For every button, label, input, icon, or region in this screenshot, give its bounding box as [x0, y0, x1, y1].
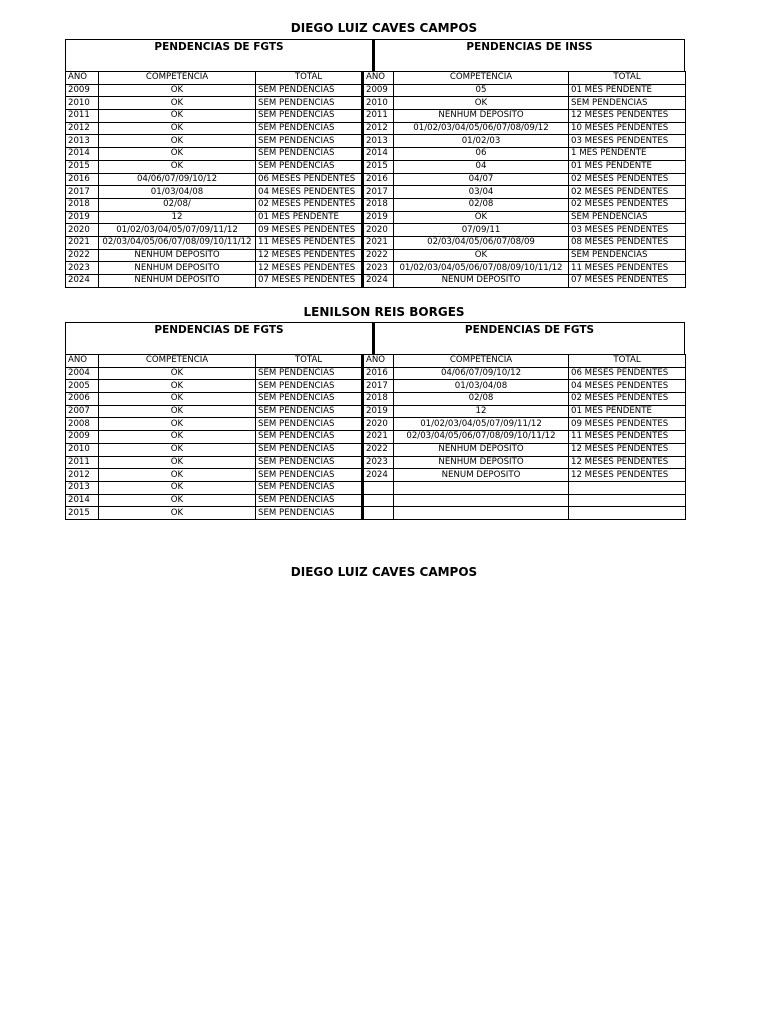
table-row	[66, 148, 686, 161]
year-cell: 2017	[363, 380, 394, 393]
table-row	[66, 236, 686, 249]
year-cell: 2020	[363, 418, 394, 431]
total-cell: SEM PENDENCIAS	[256, 380, 363, 393]
year-cell	[363, 507, 394, 520]
total-cell: 01 MÊS PENDENTE	[569, 160, 686, 173]
competencia-cell	[394, 481, 569, 494]
year-cell: ANO	[363, 355, 394, 368]
total-cell: TOTAL	[256, 72, 363, 85]
table-row	[66, 481, 686, 494]
competencia-cell: 01/02/03/04/05/07/09/11/12	[99, 224, 256, 237]
total-cell: 12 MÊSES PENDENTES	[569, 443, 686, 456]
table-row	[66, 275, 686, 288]
year-cell: 2015	[363, 160, 394, 173]
total-cell: 12 MESES PENDENTES	[256, 262, 363, 275]
year-cell: 2010	[66, 97, 99, 110]
total-cell: 12 MESES PENDENTES	[569, 469, 686, 482]
competencia-cell: 02/03/04/05/06/07/08/09/10/11/12	[394, 431, 569, 444]
year-cell: 2019	[363, 211, 394, 224]
competencia-cell: NENUM DEPOSITO	[394, 469, 569, 482]
table-row	[66, 224, 686, 237]
year-cell: 2015	[66, 507, 99, 520]
year-cell: 2008	[66, 418, 99, 431]
year-cell: 2012	[66, 469, 99, 482]
table-row	[66, 97, 686, 110]
table-row	[66, 110, 686, 123]
competencia-cell: 02/08	[394, 393, 569, 406]
year-cell: 2011	[363, 110, 394, 123]
competencia-cell	[394, 507, 569, 520]
total-cell	[569, 507, 686, 520]
year-cell: 2019	[363, 405, 394, 418]
table-row	[66, 122, 686, 135]
year-cell: 2009	[66, 84, 99, 97]
total-cell: TOTAL	[569, 355, 686, 368]
total-cell: SEM PENDENCIAS	[256, 84, 363, 97]
year-cell: 2009	[66, 431, 99, 444]
total-cell: SEM PENDENCIAS	[256, 97, 363, 110]
year-cell: ANO	[66, 355, 99, 368]
competencia-cell: OK	[99, 135, 256, 148]
total-cell	[569, 494, 686, 507]
competencia-cell: OK	[99, 84, 256, 97]
total-cell: SEM PENDENCIAS	[256, 418, 363, 431]
year-cell: 2018	[363, 393, 394, 406]
competencia-cell: 06	[394, 148, 569, 161]
table-row	[66, 211, 686, 224]
total-cell: 1 MÊS PENDENTE	[569, 148, 686, 161]
total-cell: 01 MÊS PENDENTE	[256, 211, 363, 224]
total-cell: SEM PENDENCIAS	[256, 405, 363, 418]
competencia-cell: 01/03/04/08	[99, 186, 256, 199]
competencia-cell: OK	[99, 469, 256, 482]
year-cell: 2022	[66, 249, 99, 262]
table-row	[66, 367, 686, 380]
total-cell: SEM PENDENCIAS	[256, 507, 363, 520]
year-cell: 2019	[66, 211, 99, 224]
block-header	[65, 322, 685, 354]
table-row	[66, 186, 686, 199]
total-cell: SEM PENDENCIAS	[256, 494, 363, 507]
total-cell: 02 MESES PENDENTES	[256, 198, 363, 211]
competencia-cell: OK	[394, 97, 569, 110]
year-cell: 2011	[66, 110, 99, 123]
competencia-cell: COMPETENCIA	[394, 72, 569, 85]
table-row	[66, 173, 686, 186]
year-cell: 2013	[66, 135, 99, 148]
competencia-cell: OK	[99, 507, 256, 520]
year-cell: 2014	[66, 494, 99, 507]
competencia-cell: OK	[99, 418, 256, 431]
total-cell: SEM PENDENCIAS	[256, 160, 363, 173]
year-cell: 2021	[66, 236, 99, 249]
competencia-cell: OK	[99, 110, 256, 123]
total-cell: SEM PENDENCIAS	[256, 469, 363, 482]
competencia-cell: OK	[99, 148, 256, 161]
total-cell: SEM PENDENCIAS	[256, 110, 363, 123]
table-row	[66, 456, 686, 469]
year-cell: 2011	[66, 456, 99, 469]
competencia-cell: 01/02/03	[394, 135, 569, 148]
column-header-row	[66, 72, 686, 85]
competencia-cell: 03/04	[394, 186, 569, 199]
competencia-cell: OK	[394, 249, 569, 262]
competencia-cell: OK	[99, 122, 256, 135]
year-cell: 2021	[363, 431, 394, 444]
total-cell: SEM PENDENCIAS	[569, 249, 686, 262]
competencia-cell: COMPETENCIA	[99, 355, 256, 368]
table-row	[66, 198, 686, 211]
competencia-cell: 01/02/03/04/05/06/07/08/09/10/11/12	[394, 262, 569, 275]
competencia-cell: COMPETENCIA	[394, 355, 569, 368]
total-cell: 08 MESES PENDENTES	[569, 236, 686, 249]
competencia-cell: 01/02/03/04/05/06/07/08/09/12	[394, 122, 569, 135]
year-cell: 2021	[363, 236, 394, 249]
table-row	[66, 405, 686, 418]
year-cell	[363, 481, 394, 494]
total-cell: SEM PENDENCIAS	[256, 148, 363, 161]
year-cell: 2023	[66, 262, 99, 275]
column-header-row	[66, 355, 686, 368]
total-cell: SEM PENDENCIAS	[256, 393, 363, 406]
competencia-cell: NENHUM DEPOSITO	[394, 110, 569, 123]
table-row	[66, 469, 686, 482]
total-cell: SEM PENDENCIAS	[256, 122, 363, 135]
year-cell: 2018	[363, 198, 394, 211]
competencia-cell: OK	[99, 380, 256, 393]
year-cell: 2024	[66, 275, 99, 288]
year-cell: 2020	[66, 224, 99, 237]
year-cell: 2014	[66, 148, 99, 161]
section-title: LENILSON REIS BORGES	[303, 305, 465, 319]
total-cell: 11 MÊSES PENDENTES	[569, 431, 686, 444]
competencia-cell: OK	[99, 393, 256, 406]
total-cell: 07 MESES PENDENTES	[256, 275, 363, 288]
total-cell: 02 MESES PENDENTES	[569, 393, 686, 406]
total-cell: 06 MESES PENDENTES	[256, 173, 363, 186]
year-cell: 2018	[66, 198, 99, 211]
year-cell: ANO	[363, 72, 394, 85]
table-row	[66, 507, 686, 520]
total-cell: 11 MESES PENDENTES	[569, 262, 686, 275]
competencia-cell: NENHUM DEPOSITO	[99, 249, 256, 262]
competencia-cell: 02/03/04/05/06/07/08/09/10/11/12	[99, 236, 256, 249]
total-cell: 12 MESES PENDENTES	[256, 249, 363, 262]
competencia-cell: 04/07	[394, 173, 569, 186]
table-row	[66, 431, 686, 444]
year-cell: 2010	[363, 97, 394, 110]
competencia-cell: NENUM DEPOSITO	[394, 275, 569, 288]
year-cell: 2013	[363, 135, 394, 148]
total-cell	[569, 481, 686, 494]
total-cell: 06 MESES PENDENTES	[569, 367, 686, 380]
competencia-cell: 12	[394, 405, 569, 418]
table-row	[66, 84, 686, 97]
year-cell: 2016	[66, 173, 99, 186]
competencia-cell: NENHUM DEPOSITO	[394, 456, 569, 469]
year-cell: 2004	[66, 367, 99, 380]
table-row	[66, 443, 686, 456]
total-cell: 09 MESES PENDENTES	[256, 224, 363, 237]
total-cell: 04 MESES PENDENTES	[569, 380, 686, 393]
year-cell: 2020	[363, 224, 394, 237]
total-cell: SEM PENDENCIAS	[256, 367, 363, 380]
competencia-cell: NENHUM DEPOSITO	[394, 443, 569, 456]
total-cell: TOTAL	[569, 72, 686, 85]
competencia-cell: OK	[99, 481, 256, 494]
total-cell: SEM PENDENCIAS	[569, 211, 686, 224]
pendencias-table	[65, 354, 686, 520]
year-cell: 2023	[363, 262, 394, 275]
year-cell	[363, 494, 394, 507]
total-cell: 04 MESES PENDENTES	[256, 186, 363, 199]
total-cell: 02 MESES PENDENTES	[569, 173, 686, 186]
total-cell: 02 MESES PENDENTES	[569, 198, 686, 211]
left-header: PENDENCIAS DE FGTS	[66, 323, 375, 354]
total-cell: SEM PENDENCIAS	[256, 481, 363, 494]
total-cell: SEM PENDENCIAS	[569, 97, 686, 110]
total-cell: 12 MESES PENDENTES	[569, 456, 686, 469]
total-cell: 02 MESES PENDENTES	[569, 186, 686, 199]
year-cell: 2013	[66, 481, 99, 494]
year-cell: ANO	[66, 72, 99, 85]
table-row	[66, 418, 686, 431]
year-cell: 2022	[363, 249, 394, 262]
footer-title: DIEGO LUIZ CAVES CAMPOS	[290, 565, 478, 579]
year-cell: 2010	[66, 443, 99, 456]
total-cell: SEM PENDENCIAS	[256, 456, 363, 469]
table-row	[66, 135, 686, 148]
year-cell: 2023	[363, 456, 394, 469]
year-cell: 2012	[363, 122, 394, 135]
competencia-cell: 05	[394, 84, 569, 97]
competencia-cell: OK	[99, 431, 256, 444]
total-cell: 11 MESES PENDENTES	[256, 236, 363, 249]
competencia-cell	[394, 494, 569, 507]
year-cell: 2017	[363, 186, 394, 199]
total-cell: SEM PENDENCIAS	[256, 135, 363, 148]
pendencias-table	[65, 71, 686, 288]
year-cell: 2016	[363, 367, 394, 380]
competencia-cell: COMPETENCIA	[99, 72, 256, 85]
competencia-cell: 04	[394, 160, 569, 173]
table-row	[66, 262, 686, 275]
year-cell: 2015	[66, 160, 99, 173]
section-title: DIEGO LUIZ CAVES CAMPOS	[290, 21, 478, 35]
year-cell: 2007	[66, 405, 99, 418]
competencia-cell: 04/06/07/09/10/12	[99, 173, 256, 186]
competencia-cell: OK	[99, 405, 256, 418]
competencia-cell: 07/09/11	[394, 224, 569, 237]
left-header: PENDENCIAS DE FGTS	[66, 40, 375, 71]
competencia-cell: OK	[99, 494, 256, 507]
competencia-cell: 02/08	[394, 198, 569, 211]
year-cell: 2006	[66, 393, 99, 406]
table-row	[66, 160, 686, 173]
year-cell: 2016	[363, 173, 394, 186]
total-cell: SEM PENDENCIAS	[256, 443, 363, 456]
right-header: PENDENCIAS DE INSS	[466, 41, 593, 53]
total-cell: 07 MESES PENDENTES	[569, 275, 686, 288]
right-header: PENDENCIAS DE FGTS	[464, 324, 595, 336]
competencia-cell: OK	[99, 367, 256, 380]
year-cell: 2012	[66, 122, 99, 135]
total-cell: TOTAL	[256, 355, 363, 368]
total-cell: 03 MESES PENDENTES	[569, 135, 686, 148]
total-cell: 10 MESES PENDENTES	[569, 122, 686, 135]
total-cell: 01 MES PENDENTE	[569, 405, 686, 418]
table-row	[66, 393, 686, 406]
pendencias-block	[65, 322, 685, 520]
total-cell: SEM PENDENCIAS	[256, 431, 363, 444]
table-row	[66, 494, 686, 507]
competencia-cell: 02/08/	[99, 198, 256, 211]
year-cell: 2014	[363, 148, 394, 161]
competencia-cell: OK	[99, 443, 256, 456]
table-row	[66, 380, 686, 393]
competencia-cell: 12	[99, 211, 256, 224]
total-cell: 12 MESES PENDENTES	[569, 110, 686, 123]
year-cell: 2005	[66, 380, 99, 393]
year-cell: 2024	[363, 275, 394, 288]
year-cell: 2024	[363, 469, 394, 482]
year-cell: 2017	[66, 186, 99, 199]
total-cell: 03 MESES PENDENTES	[569, 224, 686, 237]
competencia-cell: OK	[394, 211, 569, 224]
competencia-cell: NENHUM DEPOSITO	[99, 275, 256, 288]
block-header	[65, 39, 685, 71]
total-cell: 01 MÊS PENDENTE	[569, 84, 686, 97]
competencia-cell: 01/03/04/08	[394, 380, 569, 393]
competencia-cell: OK	[99, 160, 256, 173]
pendencias-block	[65, 39, 685, 288]
competencia-cell: 01/02/03/04/05/07/09/11/12	[394, 418, 569, 431]
year-cell: 2009	[363, 84, 394, 97]
competencia-cell: OK	[99, 97, 256, 110]
table-row	[66, 249, 686, 262]
competencia-cell: 02/03/04/05/06/07/08/09	[394, 236, 569, 249]
total-cell: 09 MESES PENDENTES	[569, 418, 686, 431]
competencia-cell: OK	[99, 456, 256, 469]
year-cell: 2022	[363, 443, 394, 456]
competencia-cell: 04/06/07/09/10/12	[394, 367, 569, 380]
competencia-cell: NENHUM DEPOSITO	[99, 262, 256, 275]
